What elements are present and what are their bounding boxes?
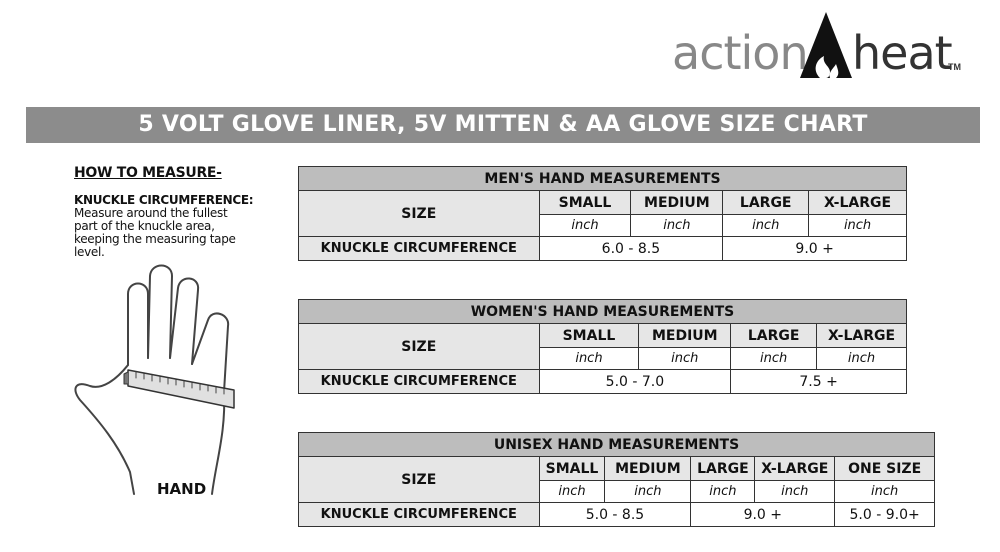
- range-large-xlarge: 9.0 +: [691, 503, 835, 527]
- brand-word-action: action: [672, 26, 808, 80]
- unisex-size-table: [298, 432, 935, 527]
- brand-word-heat: heat: [852, 26, 952, 80]
- unit-label: inch: [691, 481, 755, 503]
- knuckle-row-label: KNUCKLE CIRCUMFERENCE: [299, 370, 540, 394]
- unit-label: inch: [605, 481, 691, 503]
- hand-label: HAND: [157, 480, 207, 498]
- hand-illustration: [66, 262, 256, 502]
- womens-size-table: [298, 299, 907, 394]
- col-xlarge: X-LARGE: [755, 457, 835, 481]
- col-medium: MEDIUM: [605, 457, 691, 481]
- knuckle-row-label: KNUCKLE CIRCUMFERENCE: [299, 237, 540, 261]
- col-xlarge: X-LARGE: [809, 191, 907, 215]
- col-small: SMALL: [539, 324, 639, 348]
- col-xlarge: X-LARGE: [817, 324, 907, 348]
- womens-table-title: WOMEN'S HAND MEASUREMENTS: [299, 300, 907, 324]
- col-medium: MEDIUM: [631, 191, 723, 215]
- size-header: SIZE: [299, 191, 540, 237]
- range-small-medium: 6.0 - 8.5: [539, 237, 723, 261]
- how-to-measure: [74, 165, 284, 259]
- brand-logo: [672, 10, 972, 82]
- unit-label: inch: [731, 348, 817, 370]
- size-header: SIZE: [299, 324, 540, 370]
- range-large-xlarge: 7.5 +: [731, 370, 907, 394]
- measure-instructions: Measure around the fullest part of the knuckle area, keeping the measuring tape level.: [74, 206, 236, 259]
- unit-label: inch: [539, 481, 605, 503]
- unit-label: inch: [639, 348, 731, 370]
- col-large: LARGE: [731, 324, 817, 348]
- col-medium: MEDIUM: [639, 324, 731, 348]
- unit-label: inch: [835, 481, 935, 503]
- range-one-size: 5.0 - 9.0+: [835, 503, 935, 527]
- mens-size-table: [298, 166, 907, 261]
- mens-table-title: MEN'S HAND MEASUREMENTS: [299, 167, 907, 191]
- unit-label: inch: [809, 215, 907, 237]
- range-small-medium: 5.0 - 8.5: [539, 503, 691, 527]
- knuckle-row-label: KNUCKLE CIRCUMFERENCE: [299, 503, 540, 527]
- trademark: TM: [948, 62, 961, 72]
- unisex-table-title: UNISEX HAND MEASUREMENTS: [299, 433, 935, 457]
- col-one-size: ONE SIZE: [835, 457, 935, 481]
- size-header: SIZE: [299, 457, 540, 503]
- range-large-xlarge: 9.0 +: [723, 237, 907, 261]
- range-small-medium: 5.0 - 7.0: [539, 370, 731, 394]
- unit-label: inch: [723, 215, 809, 237]
- page-title: 5 VOLT GLOVE LINER, 5V MITTEN & AA GLOVE SIZE CHART: [26, 107, 980, 143]
- unit-label: inch: [539, 348, 639, 370]
- unit-label: inch: [631, 215, 723, 237]
- col-small: SMALL: [539, 457, 605, 481]
- knuckle-circumference-heading: KNUCKLE CIRCUMFERENCE:: [74, 193, 254, 207]
- unit-label: inch: [539, 215, 631, 237]
- col-large: LARGE: [723, 191, 809, 215]
- how-to-measure-heading: HOW TO MEASURE-: [74, 165, 222, 181]
- flame-icon: [800, 12, 852, 78]
- unit-label: inch: [755, 481, 835, 503]
- col-small: SMALL: [539, 191, 631, 215]
- col-large: LARGE: [691, 457, 755, 481]
- unit-label: inch: [817, 348, 907, 370]
